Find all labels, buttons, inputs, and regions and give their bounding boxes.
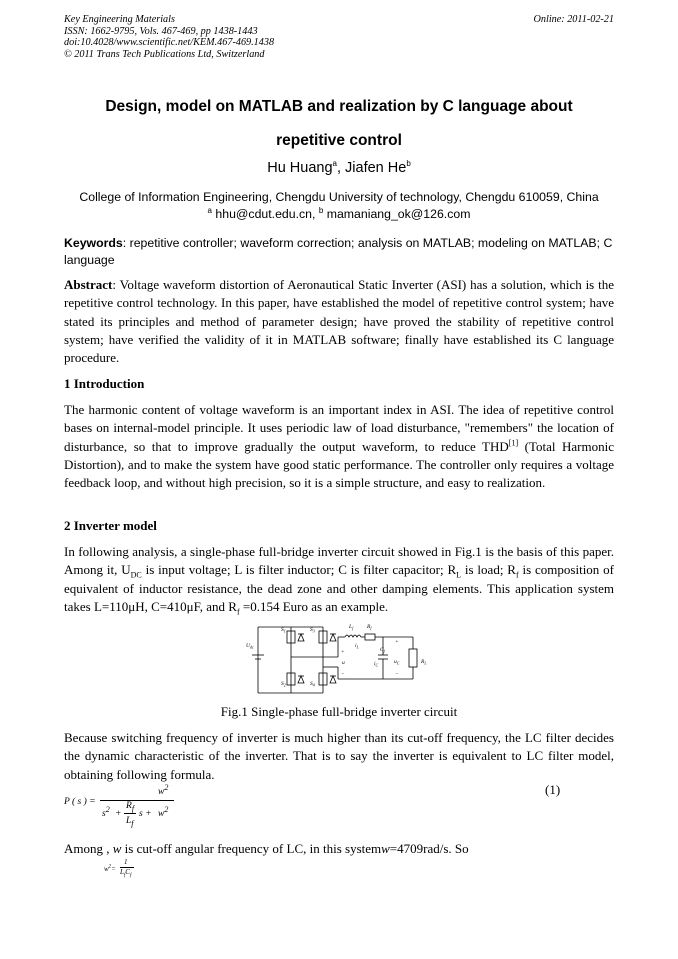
- paper-title: [64, 90, 614, 158]
- email-line: [64, 206, 614, 223]
- email-a: hhu@cdut.edu.cn,: [212, 207, 319, 221]
- label-minus-right: −: [395, 671, 399, 677]
- email-b: mamaniang_ok@126.com: [323, 207, 471, 221]
- eq-lhs: P ( s ) =: [64, 797, 96, 807]
- subscript: f: [236, 607, 240, 617]
- label-rl: $R_L$: [421, 659, 427, 666]
- label-minus-left: −: [341, 671, 345, 677]
- eq-inner-fraction-bar: [124, 813, 136, 814]
- eq-den-s2: $s^2$: [102, 804, 110, 819]
- text: =0.154 Euro as an example.: [239, 598, 389, 614]
- figure-1-caption: Fig.1 Single-phase full-bridge inverter circuit: [220, 704, 458, 719]
- label-lf: $L_f$: [349, 624, 354, 631]
- label-cf: $C_f$: [380, 647, 385, 654]
- subscript: L: [456, 570, 462, 580]
- affiliation: College of Information Engineering, Chengdu University of technology, Chengdu 610059, China: [79, 190, 599, 204]
- abstract: [64, 276, 614, 367]
- author-list: [64, 160, 614, 176]
- eq-fraction-bar: [100, 800, 174, 801]
- copyright-line: © 2011 Trans Tech Publications Ltd, Switzerland: [64, 48, 265, 60]
- doi-line: doi:10.4028/www.scientific.net/KEM.467-469.1438: [64, 37, 275, 49]
- journal-header: [64, 14, 614, 60]
- equation-1: [64, 782, 614, 832]
- eq-s-term: s +: [139, 809, 152, 819]
- eq2-den: $L_fC_f$: [120, 868, 132, 879]
- intro-text-a: The harmonic content of voltage waveform is an important index in ASI. The idea of repetitive control bases on internal-model principle. It uses periodic law of load disturbance, "remembers" the location of disturbance, so that to improve gradually the output waveform, to reduce THD: [64, 402, 614, 454]
- symbol-w: w: [112, 841, 122, 856]
- author-2-mark: b: [406, 159, 411, 169]
- text: =4709rad/s. So: [389, 841, 469, 856]
- keywords: [64, 235, 614, 269]
- label-il: $i_L$: [355, 643, 359, 650]
- eq-rf: $R_f$: [126, 801, 135, 813]
- label-rf: $R_f$: [367, 624, 372, 631]
- label-s1: $S_1$: [281, 627, 286, 634]
- author-1: Hu Huang: [267, 160, 333, 176]
- eq-lf: $L_f$: [126, 816, 134, 828]
- keywords-label: Keywords: [64, 236, 123, 250]
- label-s2: $S_2$: [281, 681, 286, 688]
- title-line-1: Design, model on MATLAB and realization by C language about: [105, 98, 573, 115]
- label-s4: $S_4$: [310, 681, 315, 688]
- section-2-para-2: Because switching frequency of inverter is much higher than its cut-off frequency, the LC filter decides the dynamic characteristic of the inverter. That is to say the inverter is equivalent to LC filter model, obtaining following formula.: [64, 730, 614, 782]
- issn-line: ISSN: 1662-9795, Vols. 467-469, pp 1438-1443: [64, 25, 258, 37]
- label-ic: $i_C$: [374, 661, 379, 668]
- abstract-label: Abstract: [64, 277, 113, 292]
- email-b-mark: b: [318, 205, 324, 215]
- eq2-num: 1: [124, 858, 128, 866]
- text: is input voltage; L is filter inductor; C is filter capacitor; R: [141, 562, 457, 578]
- label-plus-right: +: [395, 639, 399, 645]
- section-2-para-3: [64, 840, 614, 858]
- equation-1-number: (1): [545, 782, 561, 797]
- text: is cut-off angular frequency of LC, in this system: [121, 841, 382, 856]
- author-1-mark: a: [332, 159, 337, 169]
- author-2: Jiafen He: [345, 160, 407, 176]
- eq-plus: +: [115, 809, 122, 819]
- online-date: Online: 2011-02-21: [533, 14, 614, 25]
- label-udc: $U_{dc}$: [246, 643, 254, 650]
- keywords-text: : repetitive controller; waveform correction; analysis on MATLAB; modeling on MATLAB; C language: [64, 236, 613, 267]
- abstract-text: : Voltage waveform distortion of Aeronautical Static Inverter (ASI) has a solution, which is the repetitive control technology. In this paper, have established the model of repetitive control system; have stated its principles and method of parameter design; have proved the stability of repetitive control system; have verified the validity of it in MATLAB software; finally have established its C language procedure.: [64, 277, 614, 366]
- eq2-lhs: $w^2=$: [104, 864, 116, 873]
- subscript: f: [515, 570, 519, 580]
- subscript: DC: [130, 570, 142, 580]
- section-1-title: 1 Introduction: [64, 376, 145, 391]
- label-plus-left: +: [341, 649, 345, 655]
- email-a-mark: a: [207, 205, 212, 215]
- symbol-w: w: [381, 841, 390, 856]
- section-2-para-1: [64, 543, 614, 616]
- inverter-circuit-figure: [243, 617, 438, 699]
- intro-text-b: (Total Harmonic Distortion), and to make the system have good static performance. The controller only requires a voltage feedback loop, and without high precision, so it is a simple structure, and easy to realization.: [64, 438, 614, 491]
- eq-numerator: $w^2$: [158, 782, 169, 797]
- author-separator: ,: [336, 160, 346, 176]
- text: is load; R: [461, 562, 516, 578]
- label-u: u: [342, 660, 345, 666]
- text: Among ,: [64, 841, 113, 856]
- text: In following analysis, a single-phase full-bridge inverter circuit showed in Fig.1 is the basis of this paper. Among it, U: [64, 544, 614, 578]
- section-1-body: [64, 401, 614, 492]
- citation-1[interactable]: [1]: [508, 438, 519, 448]
- affiliation-block: [64, 189, 614, 223]
- journal-name: Key Engineering Materials: [64, 14, 175, 25]
- eq-w2: $w^2$: [158, 804, 169, 819]
- text: is composition of equivalent of inductor resistance, the dead zone and other damping elements. This application system takes L=110μH, C=410μF, and R: [64, 562, 614, 614]
- section-2-title: 2 Inverter model: [64, 518, 157, 533]
- label-s3: $S_3$: [310, 627, 315, 634]
- label-uc: $u_C$: [394, 659, 400, 666]
- title-line-2: repetitive control: [276, 132, 402, 149]
